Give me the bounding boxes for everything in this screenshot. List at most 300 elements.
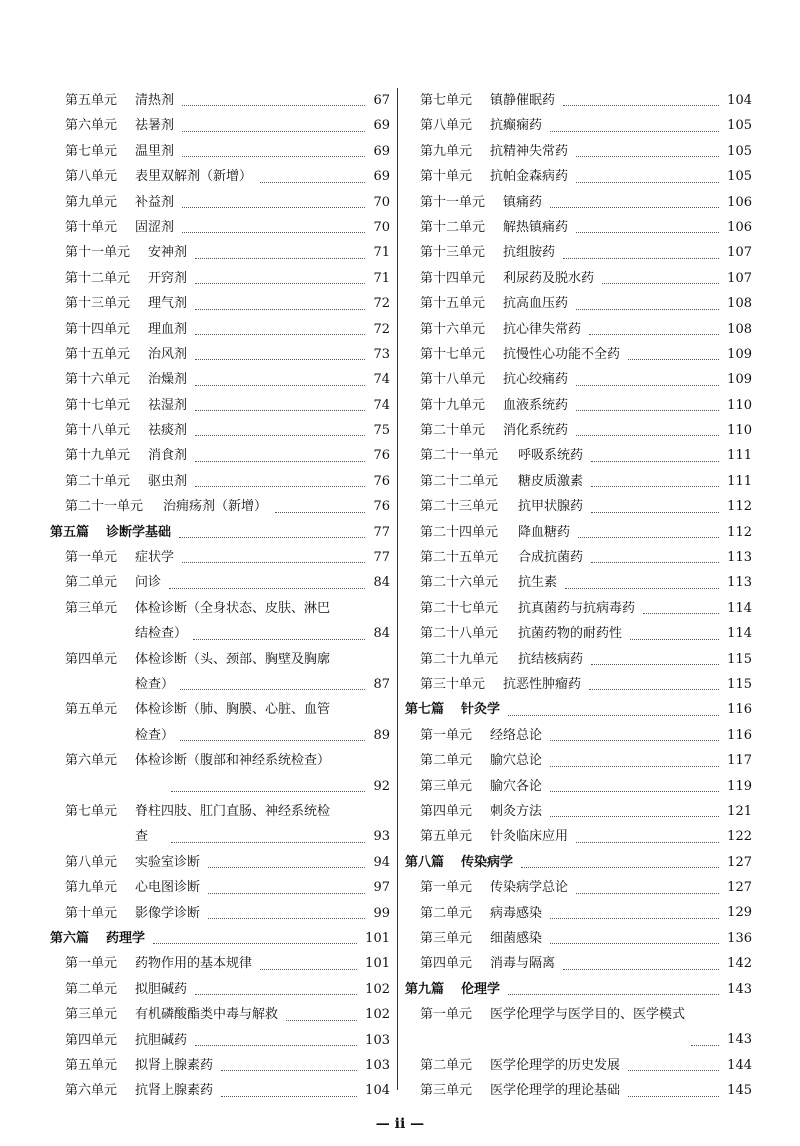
toc-entry [50,850,390,875]
page-number: 89 [373,727,390,743]
dot-leader [628,1096,719,1097]
entry-title: 体检诊断（肺、胸膜、心脏、血管检查） [135,702,331,743]
unit-label: 第六单元 [65,1083,118,1099]
unit-label: 第一单元 [420,880,473,896]
toc-entry [50,748,390,799]
entry-title: 脊柱四肢、肛门直肠、神经系统检查 [135,804,331,845]
page-number: 121 [727,803,752,819]
dot-leader [550,766,719,767]
page-number: 107 [727,245,752,261]
dot-leader [195,1045,357,1046]
unit-label: 第五单元 [65,93,118,108]
entry-title: 刺灸方法 [490,803,543,819]
unit-label: 第一单元 [65,956,118,972]
dot-leader [591,486,719,487]
dot-leader [576,182,719,183]
toc-entry [405,647,752,672]
unit-label: 第二十四单元 [420,524,499,540]
toc-entry [405,570,752,595]
toc-entry [50,266,390,291]
unit-label: 第十七单元 [420,346,486,362]
dot-leader [550,943,719,944]
page-number: 102 [365,1007,390,1023]
toc-entry [405,88,752,113]
entry-title: 针灸临床应用 [490,829,569,845]
dot-leader [169,588,365,589]
entry-title: 抗高血压药 [503,296,569,312]
dot-leader [550,791,719,792]
dot-leader [195,309,365,310]
unit-label: 第七单元 [65,143,118,159]
page-number: 105 [727,118,752,134]
unit-label: 第十八单元 [65,423,131,439]
dot-leader [171,791,365,792]
unit-label: 第五单元 [65,1057,118,1073]
page-number: 101 [365,956,390,972]
unit-label: 第六单元 [65,753,118,769]
page-number: 69 [373,169,390,185]
page-number: 142 [727,956,752,972]
page-number: 107 [727,270,752,286]
page-number: 97 [373,880,390,896]
toc-entry [50,215,390,240]
toc-entry [405,494,752,519]
dot-leader [591,664,719,665]
unit-label: 第三单元 [420,778,473,794]
unit-label: 第二十单元 [65,473,131,489]
entry-title: 实验室诊断 [135,854,201,870]
entry-title: 腧穴各论 [490,778,543,794]
toc-entry [50,1053,390,1078]
entry-title: 体检诊断（腹部和神经系统检查） [135,753,331,769]
unit-label: 第二十单元 [420,423,486,439]
page-number: 84 [373,575,390,591]
toc-entry [405,367,752,392]
page-number: 93 [373,829,390,845]
entry-title: 经络总论 [490,727,543,743]
entry-title: 消化系统药 [503,423,569,439]
entry-title: 消食剂 [148,448,188,464]
dot-leader [565,588,719,589]
page-number: 108 [727,296,752,312]
dot-leader [643,613,719,614]
toc-left-column [50,88,390,1104]
toc-part-entry [405,697,752,722]
entry-title: 开窍剂 [148,270,188,286]
page-number: 72 [373,296,390,312]
page-number: 84 [373,626,390,642]
dot-leader [589,334,719,335]
dot-leader [521,867,719,868]
unit-label: 第八单元 [65,169,118,185]
unit-label: 第五单元 [420,829,473,845]
entry-title: 治燥剂 [148,372,188,388]
page-number: 117 [727,753,752,769]
page-number: 112 [727,524,752,540]
page-number: 76 [373,448,390,464]
toc-entry [405,875,752,900]
unit-label: 第十单元 [420,169,473,185]
page-number: 74 [373,397,390,413]
toc-entry [50,291,390,316]
unit-label: 第二单元 [420,905,473,921]
entry-title: 医学伦理学的理论基础 [490,1083,621,1099]
toc-entry [50,113,390,138]
toc-entry [50,799,390,850]
unit-label: 第四单元 [65,1032,118,1048]
toc-entry [405,418,752,443]
unit-label: 第一单元 [420,1007,473,1023]
page-number: 145 [727,1083,752,1099]
toc-entry [405,469,752,494]
dot-leader [182,562,365,563]
entry-title: 镇静催眠药 [490,93,556,108]
entry-title: 体检诊断（头、颈部、胸壁及胸廓检查） [135,651,331,693]
unit-label: 第十四单元 [420,270,486,286]
unit-label: 第二十五单元 [420,550,499,566]
page-number: 114 [727,626,752,642]
unit-label: 第十九单元 [420,397,486,413]
dot-leader [275,512,365,513]
toc-entry [50,1078,390,1103]
unit-label: 第二单元 [420,1057,473,1073]
toc-entry [50,697,390,748]
page-number: 76 [373,473,390,489]
page-number: 111 [727,473,752,489]
entry-title: 心电图诊断 [135,880,201,896]
unit-label: 第十一单元 [420,194,486,210]
dot-leader [602,283,719,284]
page-number: 99 [373,905,390,921]
page-number: 110 [727,423,752,439]
entry-title: 呼吸系统药 [518,448,584,464]
toc-entry [405,266,752,291]
toc-entry [405,748,752,773]
entry-title: 诊断学基础 [106,524,172,540]
page-number: 113 [727,550,752,566]
toc-part-entry [405,850,752,875]
unit-label: 第十六单元 [420,321,486,337]
dot-leader [260,182,365,183]
unit-label: 第二十二单元 [420,473,499,489]
part-label: 第五篇 [50,524,90,540]
dot-leader [550,816,719,817]
page-number: 119 [727,778,752,794]
toc-entry [405,240,752,265]
entry-title: 问诊 [135,575,162,591]
entry-title: 驱虫剂 [148,473,188,489]
unit-label: 第三十单元 [420,676,486,692]
dot-leader [576,893,719,894]
entry-title: 治痈疡剂（新增） [163,499,268,515]
entry-title: 腧穴总论 [490,753,543,769]
toc-entry [50,190,390,215]
entry-title: 温里剂 [135,143,175,159]
toc-entry [405,317,752,342]
page-number: 116 [727,727,752,743]
dot-leader [182,232,365,233]
dot-leader [182,105,365,106]
dot-leader [576,385,719,386]
toc-entry [405,774,752,799]
dot-leader [208,893,365,894]
unit-label: 第十三单元 [420,245,486,261]
page-number: 129 [727,905,752,921]
unit-label: 第二十一单元 [65,499,144,515]
page-number: 67 [373,92,390,108]
entry-title: 医学伦理学与医学目的、医学模式 [490,1007,686,1023]
dot-leader [550,740,719,741]
entry-title: 抗精神失常药 [490,143,569,159]
page-number: 112 [727,499,752,515]
entry-title: 清热剂 [135,93,175,108]
toc-entry [405,672,752,697]
dot-leader [195,385,365,386]
dot-leader [153,943,357,944]
page-number: 104 [727,92,752,108]
unit-label: 第七单元 [65,804,118,819]
dot-leader [628,359,719,360]
toc-entry [50,494,390,519]
dot-leader [182,156,365,157]
page-number: 111 [727,448,752,464]
dot-leader [180,689,365,690]
unit-label: 第二单元 [65,575,118,591]
page-number-footer: — ii — [375,1116,425,1132]
page-number: 76 [373,499,390,515]
unit-label: 第十八单元 [420,372,486,388]
toc-entry [405,824,752,849]
dot-leader [195,359,365,360]
dot-leader [180,740,365,741]
page-number: 94 [373,854,390,870]
toc-entry [405,190,752,215]
entry-title: 抗结核病药 [518,651,584,667]
unit-label: 第六单元 [65,118,118,134]
page-number: 70 [373,194,390,210]
entry-title: 有机磷酸酯类中毒与解救 [135,1007,279,1023]
page-number: 103 [365,1032,390,1048]
unit-label: 第十七单元 [65,397,131,413]
unit-label: 第八单元 [65,854,118,870]
page-number: 122 [727,829,752,845]
entry-title: 药理学 [106,930,146,946]
entry-title: 抗心绞痛药 [503,372,569,388]
toc-entry [405,545,752,570]
unit-label: 第二十六单元 [420,575,499,591]
page-number: 101 [365,930,390,946]
toc-entry [50,545,390,570]
dot-leader [550,918,719,919]
page-number: 110 [727,397,752,413]
dot-leader [208,867,365,868]
dot-leader [563,105,719,106]
toc-entry [50,443,390,468]
toc-entry [405,164,752,189]
entry-title: 药物作用的基本规律 [135,956,253,972]
dot-leader [208,918,365,919]
part-label: 第八篇 [405,854,445,870]
unit-label: 第八单元 [420,118,473,134]
dot-leader [195,486,365,487]
toc-entry [50,164,390,189]
page-number: 69 [373,143,390,159]
page-number: 87 [373,677,390,692]
dot-leader [563,258,719,259]
page-number: 71 [373,245,390,261]
toc-entry [405,621,752,646]
unit-label: 第十二单元 [420,219,486,235]
toc-entry [405,1053,752,1078]
page-number: 115 [727,676,752,692]
dot-leader [576,410,719,411]
unit-label: 第十九单元 [65,448,131,464]
toc-entry [405,596,752,621]
entry-title: 祛湿剂 [148,397,188,413]
dot-leader [171,842,365,843]
toc-entry [405,520,752,545]
unit-label: 第十五单元 [420,296,486,312]
dot-leader [576,156,719,157]
unit-label: 第九单元 [420,143,473,159]
unit-label: 第七单元 [420,93,473,108]
page-number: 127 [727,880,752,896]
toc-part-entry [405,977,752,1002]
dot-leader [576,842,719,843]
entry-title: 理血剂 [148,321,188,337]
unit-label: 第十一单元 [65,245,131,261]
dot-leader [195,283,365,284]
toc-entry [50,647,390,698]
unit-label: 第二单元 [420,753,473,769]
toc-entry [405,139,752,164]
dot-leader [286,1020,357,1021]
dot-leader [508,715,719,716]
toc-entry [50,1028,390,1053]
entry-title: 抗心律失常药 [503,321,582,337]
toc-entry [50,139,390,164]
entry-title: 细菌感染 [490,930,543,946]
toc-entry [50,240,390,265]
part-label: 第六篇 [50,930,90,946]
page-number: 108 [727,321,752,337]
page-number: 136 [727,930,752,946]
dot-leader [576,232,719,233]
part-label: 第七篇 [405,702,445,718]
unit-label: 第二十一单元 [420,448,499,464]
toc-entry [405,1002,752,1053]
entry-title: 症状学 [135,550,175,566]
unit-label: 第二十八单元 [420,626,499,642]
entry-title: 抗帕金森病药 [490,169,569,185]
dot-leader [195,461,365,462]
page-number: 109 [727,346,752,362]
dot-leader [630,639,719,640]
unit-label: 第二十三单元 [420,499,499,515]
toc-entry [405,901,752,926]
dot-leader [193,639,365,640]
part-label: 第九篇 [405,981,445,997]
page-number: 115 [727,651,752,667]
toc-entry [405,723,752,748]
page-number: 69 [373,118,390,134]
entry-title: 针灸学 [461,702,501,718]
page-number: 74 [373,372,390,388]
dot-leader [591,562,719,563]
entry-title: 抗生素 [518,575,558,591]
entry-title: 影像学诊断 [135,905,201,921]
dot-leader [550,207,719,208]
toc-entry [50,901,390,926]
toc-entry [405,926,752,951]
page-number: 106 [727,194,752,210]
entry-title: 血液系统药 [503,397,569,413]
page-number: 73 [373,346,390,362]
entry-title: 抗恶性肿瘤药 [503,676,582,692]
entry-title: 抗慢性心功能不全药 [503,346,621,362]
dot-leader [508,994,719,995]
toc-entry [50,1002,390,1027]
entry-title: 祛暑剂 [135,118,175,134]
page-number: 77 [373,524,390,540]
page-number: 114 [727,600,752,616]
entry-title: 抗胆碱药 [135,1032,188,1048]
unit-label: 第十六单元 [65,372,131,388]
entry-title: 医学伦理学的历史发展 [490,1057,621,1073]
dot-leader [691,1045,719,1046]
entry-title: 抗组胺药 [503,245,556,261]
page-number: 106 [727,219,752,235]
unit-label: 第四单元 [420,956,473,972]
entry-title: 抗肾上腺素药 [135,1083,214,1099]
unit-label: 第十四单元 [65,321,131,337]
page-number: 77 [373,550,390,566]
unit-label: 第二十七单元 [420,600,499,616]
entry-title: 镇痛药 [503,194,543,210]
toc-entry [50,951,390,976]
dot-leader [195,994,357,995]
dot-leader [550,131,719,132]
dot-leader [576,435,719,436]
dot-leader [182,131,365,132]
page-number: 143 [727,1032,752,1048]
entry-title: 拟胆碱药 [135,981,188,997]
toc-entry [50,570,390,595]
entry-title: 抗真菌药与抗病毒药 [518,600,636,616]
toc-part-entry [50,926,390,951]
toc-entry [50,596,390,647]
unit-label: 第三单元 [420,930,473,946]
page-number: 92 [373,778,390,794]
entry-title: 传染病学 [461,854,514,870]
entry-title: 表里双解剂（新增） [135,169,253,185]
dot-leader [195,435,365,436]
toc-entry [50,977,390,1002]
toc-right-column [405,88,752,1104]
page-number: 113 [727,575,752,591]
toc-entry [405,1078,752,1103]
column-divider [397,88,398,1090]
unit-label: 第五单元 [65,702,118,718]
page-number: 144 [727,1057,752,1073]
unit-label: 第九单元 [65,880,118,896]
dot-leader [260,969,357,970]
toc-entry [405,443,752,468]
toc-entry [50,342,390,367]
entry-title: 祛痰剂 [148,423,188,439]
page-number: 102 [365,981,390,997]
toc-entry [405,291,752,316]
